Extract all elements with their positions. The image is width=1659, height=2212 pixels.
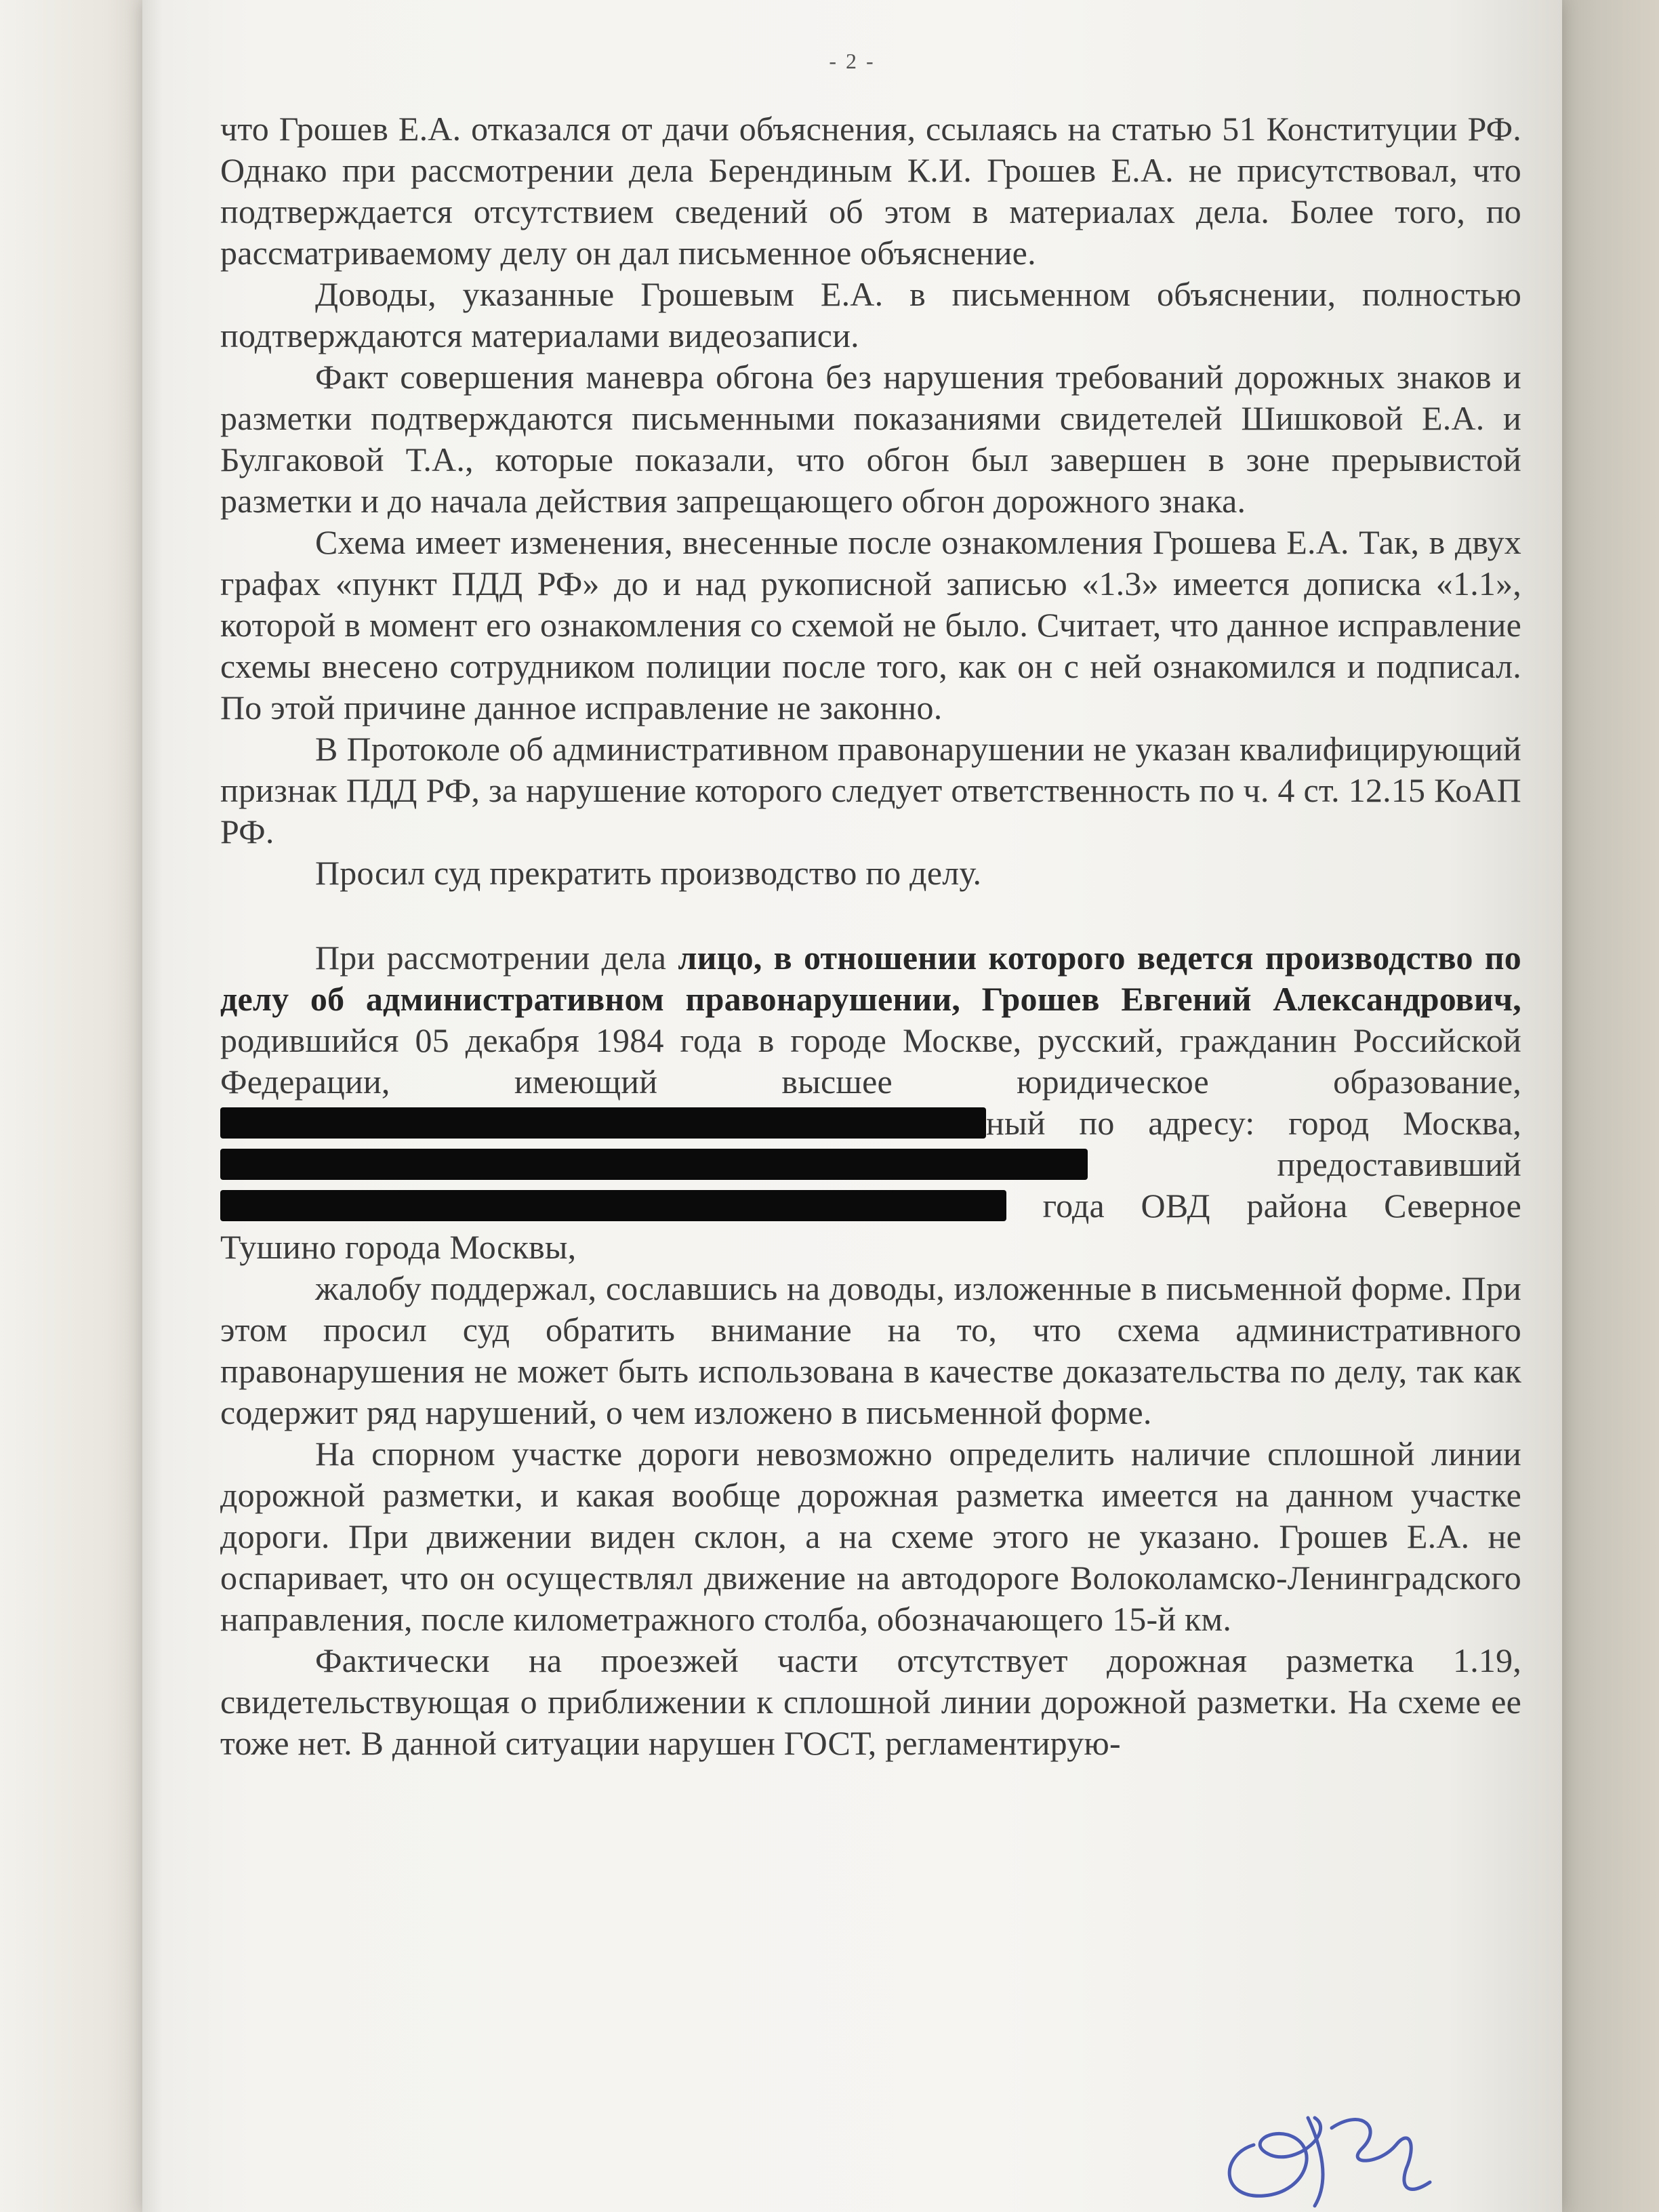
document-body — [220, 108, 1521, 1764]
paragraph-gap — [220, 894, 1521, 937]
paragraph-scheme-changes: Схема имеет изменения, внесенные после ознакомления Грошева Е.А. Так, в двух графах «пункт ПДД РФ» до и над рукописной записью «1.3» имеется дописка «1.1», которой в момент его ознакомления со схемой не было. Считает, что данное исправление схемы внесено сотрудником полиции после того, как он с ней ознакомился и подписал. По этой причине данное исправление не законно. — [220, 523, 1521, 726]
person-bold-text: лицо, в отношении которого ведется производство по делу об административном правонарушении, Грошев Евгений Александрович, — [220, 939, 1522, 1018]
person-address-text: ный по адресу: город Москва, — [986, 1104, 1521, 1142]
person-ovd-text: года ОВД района Северное Тушино города Москвы, — [220, 1187, 1521, 1266]
redaction-bar — [220, 1149, 1088, 1180]
page-number: - 2 - — [829, 49, 876, 73]
paragraph-road-section: На спорном участке дороги невозможно определить наличие сплошной линии дорожной разметки, и какая вообще дорожная разметка имеется на данном участке дороги. При движении виден склон, а на схеме этого не указано. Грошев Е.А. не оспаривает, что он осуществлял движение на автодороге Волоколамско-Ленинградского направления, после километражного столба, обозначающего 15-й км. — [220, 1435, 1521, 1638]
page-left-background — [0, 0, 152, 2212]
paragraph-continuation: что Грошев Е.А. отказался от дачи объяснения, ссылаясь на статью 51 Конституции РФ. Однако при рассмотрении дела Берендиным К.И. Грошев Е.А. не присутствовал, что подтверждается отсутствием сведений об этом в материалах дела. Более того, по рассматриваемому делу он дал письменное объяснение. — [220, 110, 1521, 272]
paragraph-request: Просил суд прекратить производство по делу. — [315, 854, 982, 892]
paragraph-marking-absent: Фактически на проезжей части отсутствует дорожная разметка 1.19, свидетельствующая о приближении к сплошной линии дорожной разметки. На схеме ее тоже нет. В данной ситуации нарушен ГОСТ, регламентирую- — [220, 1641, 1521, 1762]
handwritten-signature — [1206, 2081, 1464, 2209]
redaction-bar — [220, 1107, 986, 1139]
paragraph-witnesses: Факт совершения маневра обгона без нарушения требований дорожных знаков и разметки подтверждаются письменными показаниями свидетелей Шишковой Е.А. и Булгаковой Т.А., которые показали, что обгон был завершен в зоне прерывистой разметки и до начала действия запрещающего обгон дорожного знака. — [220, 358, 1521, 520]
paragraph-person — [220, 937, 1521, 1268]
paragraph-complaint-support: жалобу поддержал, сославшись на доводы, изложенные в письменной форме. При этом просил суд обратить внимание на то, что схема административного правонарушения не может быть использована в качестве доказательства по делу, так как содержит ряд нарушений, о чем изложено в письменной форме. — [220, 1269, 1521, 1431]
redaction-bar — [220, 1190, 1006, 1221]
person-provided-text: предоставивший — [1088, 1145, 1521, 1183]
desk-right-background — [1557, 0, 1659, 2212]
paragraph-protocol: В Протоколе об административном правонарушении не указан квалифицирующий признак ПДД РФ, за нарушение которого следует ответственность по ч. 4 ст. 12.15 КоАП РФ. — [220, 730, 1521, 851]
person-intro-text: При рассмотрении дела — [315, 939, 678, 977]
person-details-text: родившийся 05 декабря 1984 года в городе Москве, русский, гражданин Российской Федерации, имеющий высшее юридическое образование, — [220, 1021, 1521, 1101]
paragraph-arguments: Доводы, указанные Грошевым Е.А. в письменном объяснении, полностью подтверждаются материалами видеозаписи. — [220, 275, 1521, 354]
